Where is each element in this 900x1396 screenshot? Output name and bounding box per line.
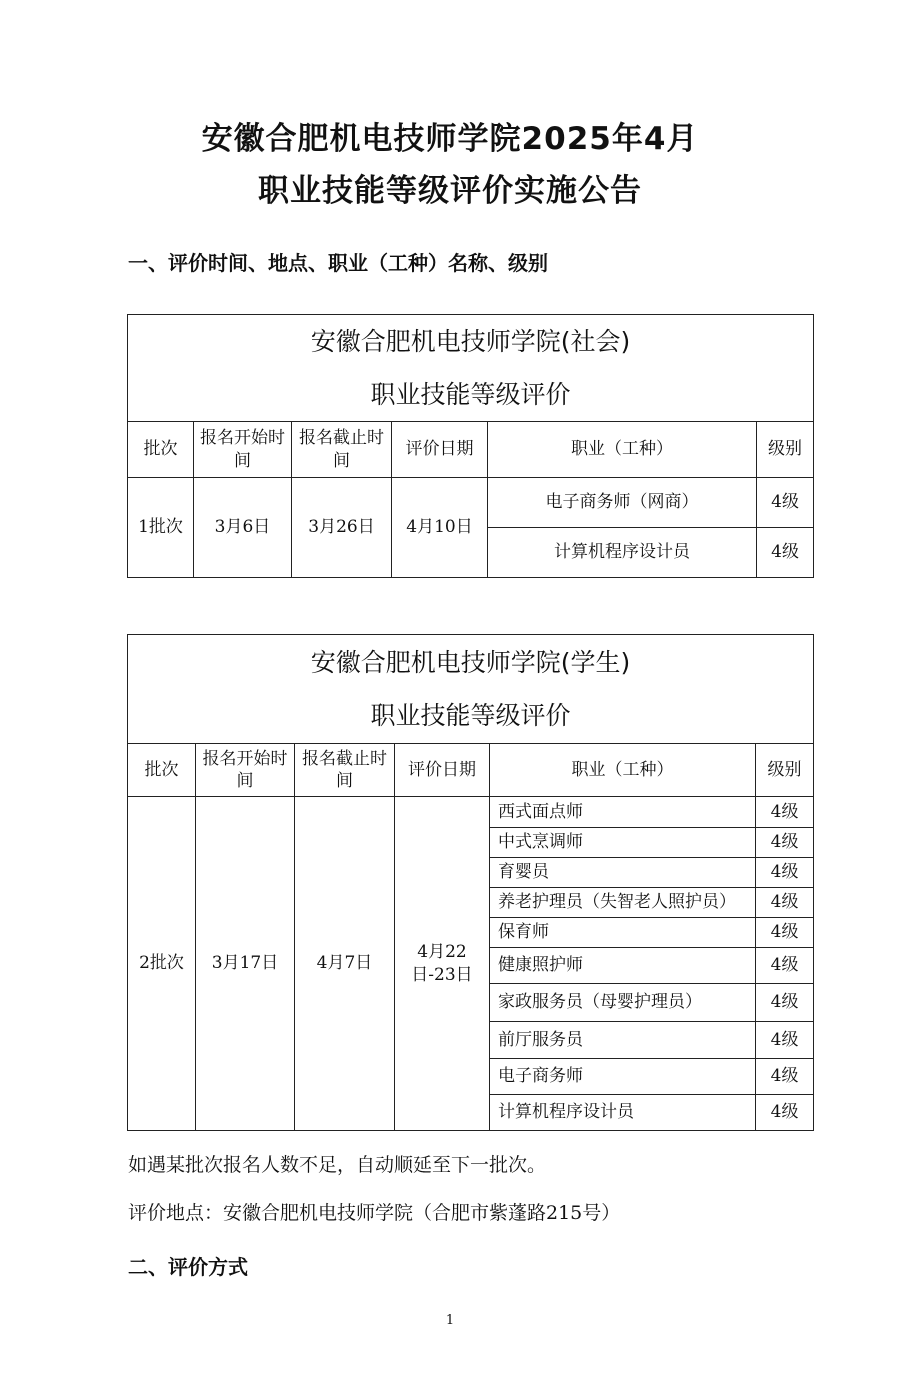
table-caption-line2: 职业技能等级评价 xyxy=(370,701,571,730)
header-level: 级别 xyxy=(757,422,814,478)
document-title-line1: 安徽合肥机电技师学院2025年4月 xyxy=(201,121,699,157)
table-header-row xyxy=(128,744,814,797)
header-reg-end: 报名截止时间 xyxy=(292,422,392,478)
table-caption-line1: 安徽合肥机电技师学院(社会) xyxy=(310,327,631,356)
level-cell: 4级 xyxy=(756,918,814,948)
level-cell: 4级 xyxy=(756,797,814,828)
table-caption xyxy=(128,315,814,422)
level-cell: 4级 xyxy=(756,984,814,1022)
level-cell: 4级 xyxy=(756,1059,814,1095)
header-level: 级别 xyxy=(756,744,814,797)
level-cell: 4级 xyxy=(756,1095,814,1131)
batch-cell: 2批次 xyxy=(128,797,196,1131)
occupation-cell: 前厅服务员 xyxy=(490,1022,756,1059)
eval-date-cell: 4月22日-23日 xyxy=(395,797,490,1131)
header-occupation: 职业（工种） xyxy=(488,422,757,478)
reg-end-cell: 4月7日 xyxy=(295,797,395,1131)
table-row xyxy=(128,478,814,528)
table-header-row xyxy=(128,422,814,478)
level-cell: 4级 xyxy=(756,1022,814,1059)
table-caption-line2: 职业技能等级评价 xyxy=(370,380,571,409)
batch-cell: 1批次 xyxy=(128,478,194,578)
table-caption-line1: 安徽合肥机电技师学院(学生) xyxy=(310,648,631,677)
reg-start-cell: 3月6日 xyxy=(194,478,292,578)
occupation-cell: 健康照护师 xyxy=(490,948,756,984)
table-row xyxy=(128,797,814,828)
section2-heading: 二、评价方式 xyxy=(128,1255,248,1279)
occupation-cell: 西式面点师 xyxy=(490,797,756,828)
student-evaluation-table xyxy=(127,634,814,1131)
header-reg-start: 报名开始时间 xyxy=(194,422,292,478)
batch-postpone-note: 如遇某批次报名人数不足，自动顺延至下一批次。 xyxy=(128,1154,547,1176)
header-batch: 批次 xyxy=(128,422,194,478)
occupation-cell: 中式烹调师 xyxy=(490,828,756,858)
header-eval-date: 评价日期 xyxy=(395,744,490,797)
table-caption xyxy=(128,635,814,744)
social-evaluation-table xyxy=(127,314,814,578)
level-cell: 4级 xyxy=(756,858,814,888)
level-cell: 4级 xyxy=(757,478,814,528)
occupation-cell: 电子商务师（网商） xyxy=(488,478,757,528)
occupation-cell: 计算机程序设计员 xyxy=(488,528,757,578)
occupation-cell: 养老护理员（失智老人照护员） xyxy=(490,888,756,918)
header-eval-date: 评价日期 xyxy=(392,422,488,478)
document-title-line2: 职业技能等级评价实施公告 xyxy=(258,173,642,209)
occupation-cell: 育婴员 xyxy=(490,858,756,888)
level-cell: 4级 xyxy=(757,528,814,578)
section1-heading: 一、评价时间、地点、职业（工种）名称、级别 xyxy=(128,251,548,275)
reg-start-cell: 3月17日 xyxy=(196,797,295,1131)
occupation-cell: 家政服务员（母婴护理员） xyxy=(490,984,756,1022)
eval-date-cell: 4月10日 xyxy=(392,478,488,578)
header-occupation: 职业（工种） xyxy=(490,744,756,797)
table-caption-row xyxy=(128,635,814,744)
header-batch: 批次 xyxy=(128,744,196,797)
table-caption-row xyxy=(128,315,814,422)
level-cell: 4级 xyxy=(756,888,814,918)
level-cell: 4级 xyxy=(756,828,814,858)
reg-end-cell: 3月26日 xyxy=(292,478,392,578)
page-number: 1 xyxy=(445,1313,455,1328)
level-cell: 4级 xyxy=(756,948,814,984)
occupation-cell: 电子商务师 xyxy=(490,1059,756,1095)
header-reg-start: 报名开始时间 xyxy=(196,744,295,797)
header-reg-end: 报名截止时间 xyxy=(295,744,395,797)
occupation-cell: 保育师 xyxy=(490,918,756,948)
evaluation-location: 评价地点：安徽合肥机电技师学院（合肥市紫蓬路215号） xyxy=(128,1202,621,1224)
occupation-cell: 计算机程序设计员 xyxy=(490,1095,756,1131)
